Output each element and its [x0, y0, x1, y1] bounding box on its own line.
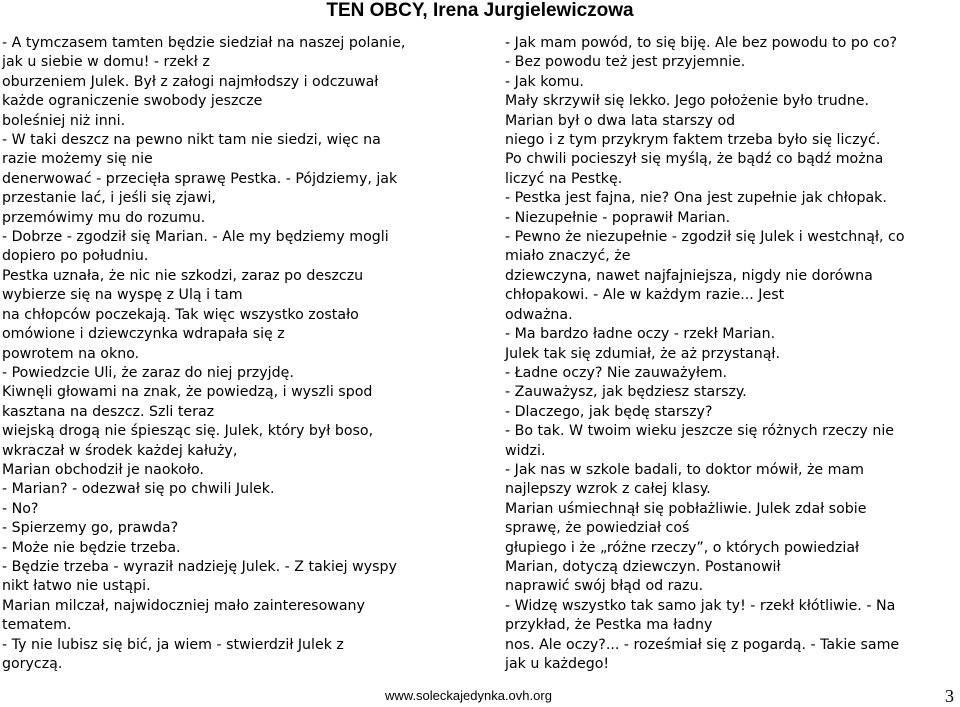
text-line: - Dobrze - zgodził się Marian. - Ale my będziemy mogli: [2, 229, 389, 246]
text-line: wybierze się na wyspę z Ulą i tam: [2, 287, 243, 304]
text-line: - Może nie będzie trzeba.: [2, 539, 181, 556]
text-line: - Dlaczego, jak będę starszy?: [505, 403, 713, 420]
footer-url: www.soleckajedynka.ovh.org: [385, 688, 552, 703]
text-line: sprawę, że powiedział coś: [505, 520, 690, 537]
text-line: - Będzie trzeba - wyraził nadzieję Julek. - Z takiej wyspy: [2, 558, 397, 575]
text-line: Julek tak się zdumiał, że aż przystanął.: [505, 345, 780, 362]
text-line: widzi.: [505, 442, 546, 459]
text-line: nikt łatwo nie ustąpi.: [2, 578, 151, 595]
text-line: - Zauważysz, jak będziesz starszy.: [505, 384, 747, 401]
text-line: - Jak nas w szkole badali, to doktor mówił, że mam: [505, 461, 865, 478]
text-line: głupiego i że „różne rzeczy”, o których powiedział: [505, 539, 860, 556]
text-line: - Marian? - odezwał się po chwili Julek.: [2, 481, 275, 498]
text-line: - Jak mam powód, to się biję. Ale bez powodu to po co?: [505, 35, 898, 51]
text-line: - Bo tak. W twoim wieku jeszcze się różnych rzeczy nie: [505, 423, 894, 440]
text-line: naprawić swój błąd od razu.: [505, 578, 704, 595]
text-line: tematem.: [2, 617, 72, 634]
text-line: odważna.: [505, 306, 573, 323]
text-line: - Niezupełnie - poprawił Marian.: [505, 209, 731, 226]
text-line: Marian milczał, najwidoczniej mało zainteresowany: [2, 597, 365, 614]
text-line: chłopakowi. - Ale w każdym razie... Jest: [505, 287, 785, 304]
text-line: wkraczał w środek każdej kałuży,: [2, 442, 238, 459]
text-line: - Bez powodu też jest przyjemnie.: [505, 54, 746, 71]
text-line: na chłopców poczekają. Tak więc wszystko zostało: [2, 306, 359, 323]
text-line: - Ładne oczy? Nie zauważyłem.: [505, 364, 728, 381]
text-line: liczyć na Pestkę.: [505, 170, 623, 187]
text-line: omówione i dziewczynka wdrapała się z: [2, 326, 285, 343]
text-line: wiejską drogą nie śpiesząc się. Julek, który był boso,: [2, 423, 374, 440]
text-line: oburzeniem Julek. Był z załogi najmłodszy i odczuwał: [2, 73, 379, 90]
text-line: dopiero po południu.: [2, 248, 149, 265]
right-text-column: [505, 34, 957, 674]
text-line: - Ma bardzo ładne oczy - rzekł Marian.: [505, 326, 776, 343]
text-line: każde ograniczenie swobody jeszcze: [2, 93, 263, 110]
text-line: - Ty nie lubisz się bić, ja wiem - stwierdził Julek z: [2, 636, 344, 653]
text-line: razie możemy się nie: [2, 151, 153, 168]
text-line: jak u siebie w domu! - rzekł z: [2, 54, 210, 71]
text-line: najlepszy wzrok z całej klasy.: [505, 481, 711, 498]
text-line: Marian obchodził je naokoło.: [2, 461, 204, 478]
text-line: denerwować - przecięła sprawę Pestka. - Pójdziemy, jak: [2, 170, 398, 187]
text-line: przykład, że Pestka ma ładny: [505, 617, 713, 634]
text-line: - Pestka jest fajna, nie? Ona jest zupełnie jak chłopak.: [505, 190, 887, 207]
page-number: 3: [945, 686, 954, 706]
text-line: Pestka uznała, że nic nie szkodzi, zaraz po deszczu: [2, 267, 364, 284]
text-line: dziewczyna, nawet najfajniejsza, nigdy nie dorówna: [505, 267, 873, 284]
text-line: - No?: [2, 500, 39, 517]
text-line: powrotem na okno.: [2, 345, 140, 362]
text-line: - W taki deszcz na pewno nikt tam nie siedzi, więc na: [2, 132, 381, 149]
text-line: jak u każdego!: [505, 656, 610, 672]
text-line: miało znaczyć, że: [505, 248, 631, 265]
left-text-column: [2, 34, 472, 674]
text-line: goryczą.: [2, 656, 63, 672]
text-line: niego i z tym przykrym faktem trzeba było się liczyć.: [505, 132, 881, 149]
text-line: Marian, dotyczą dziewczyn. Postanowił: [505, 558, 781, 575]
text-line: Mały skrzywił się lekko. Jego położenie było trudne.: [505, 93, 869, 110]
text-line: Marian był o dwa lata starszy od: [505, 112, 736, 129]
text-line: przemówimy mu do rozumu.: [2, 209, 206, 226]
text-line: - Pewno że niezupełnie - zgodził się Julek i westchnął, co: [505, 229, 905, 246]
text-line: przestanie lać, i jeśli się zjawi,: [2, 190, 216, 207]
text-line: - Widzę wszystko tak samo jak ty! - rzekł kłótliwie. - Na: [505, 597, 896, 614]
page-title: TEN OBCY, Irena Jurgielewiczowa: [326, 0, 634, 21]
text-line: nos. Ale oczy?... - roześmiał się z pogardą. - Takie same: [505, 636, 900, 653]
text-line: - Jak komu.: [505, 73, 584, 90]
text-line: - Powiedzcie Uli, że zaraz do niej przyjdę.: [2, 364, 294, 381]
text-line: boleśniej niż inni.: [2, 112, 126, 129]
text-line: Po chwili pocieszył się myślą, że bądź co bądź można: [505, 151, 884, 168]
text-line: kasztana na deszcz. Szli teraz: [2, 403, 215, 420]
text-line: - Spierzemy go, prawda?: [2, 520, 179, 537]
text-line: - A tymczasem tamten będzie siedział na naszej polanie,: [2, 35, 406, 51]
text-line: Kiwnęli głowami na znak, że powiedzą, i wyszli spod: [2, 384, 373, 401]
text-line: Marian uśmiechnął się pobłażliwie. Julek zdał sobie: [505, 500, 867, 517]
